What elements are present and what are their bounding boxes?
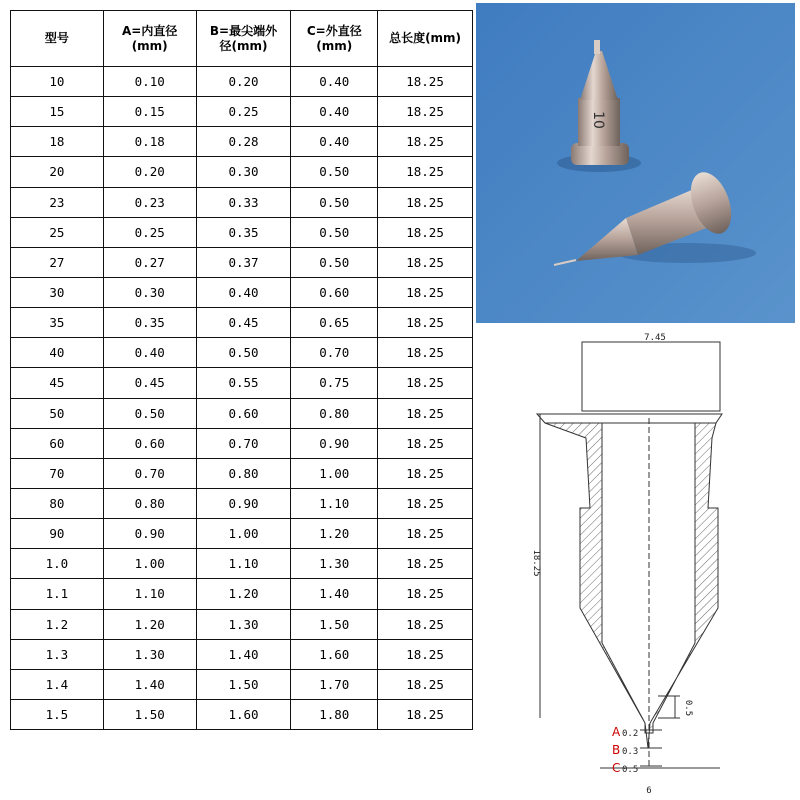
column-header-text: B=最尖端外 径(mm) <box>209 23 278 53</box>
table-cell: 25 <box>11 217 104 247</box>
table-row <box>11 579 473 609</box>
table-cell: 0.33 <box>196 187 291 217</box>
table-cell: 18.25 <box>378 187 473 217</box>
table-cell: 0.28 <box>196 127 291 157</box>
table-cell: 0.80 <box>196 458 291 488</box>
table-cell: 1.20 <box>103 609 196 639</box>
table-row <box>11 308 473 338</box>
table-cell: 1.70 <box>291 669 378 699</box>
table-cell: 1.00 <box>196 519 291 549</box>
table-cell: 0.70 <box>291 338 378 368</box>
table-cell: 18.25 <box>378 308 473 338</box>
dimension-value-b: 0.3 <box>622 747 639 757</box>
table-cell: 18.25 <box>378 368 473 398</box>
table-cell: 1.40 <box>196 639 291 669</box>
header-row <box>11 11 473 67</box>
column-header-text: A=内直径 (mm) <box>122 23 178 53</box>
table-cell: 0.30 <box>196 157 291 187</box>
table-cell: 1.40 <box>291 579 378 609</box>
table-cell: 0.50 <box>291 157 378 187</box>
table-cell: 0.50 <box>291 247 378 277</box>
table-cell: 18.25 <box>378 549 473 579</box>
table-row <box>11 157 473 187</box>
table-row <box>11 127 473 157</box>
table-cell: 10 <box>11 67 104 97</box>
column-header <box>378 11 473 67</box>
technical-drawing <box>490 328 795 798</box>
table-cell: 1.30 <box>291 549 378 579</box>
table-cell: 1.80 <box>291 699 378 729</box>
flange <box>537 414 722 423</box>
table-cell: 0.25 <box>103 217 196 247</box>
table-cell: 0.40 <box>103 338 196 368</box>
table-cell: 0.50 <box>291 187 378 217</box>
table-cell: 1.20 <box>291 519 378 549</box>
table-row <box>11 217 473 247</box>
table-row <box>11 428 473 458</box>
table-row <box>11 458 473 488</box>
table-cell: 1.5 <box>11 699 104 729</box>
table-cell: 18.25 <box>378 669 473 699</box>
table-cell: 1.4 <box>11 669 104 699</box>
table-cell: 18.25 <box>378 639 473 669</box>
table-cell: 0.40 <box>291 97 378 127</box>
table-cell: 0.35 <box>196 217 291 247</box>
table-cell: 18.25 <box>378 458 473 488</box>
table-cell: 18.25 <box>378 398 473 428</box>
table-cell: 1.10 <box>103 579 196 609</box>
table-cell: 18.25 <box>378 699 473 729</box>
table-cell: 1.50 <box>103 699 196 729</box>
table-cell: 1.00 <box>103 549 196 579</box>
table-cell: 0.55 <box>196 368 291 398</box>
table-cell: 35 <box>11 308 104 338</box>
table-cell: 18.25 <box>378 428 473 458</box>
dimension-letter-b: B <box>612 743 621 757</box>
column-header <box>291 11 378 67</box>
column-header <box>103 11 196 67</box>
table-cell: 20 <box>11 157 104 187</box>
table-cell: 0.50 <box>291 217 378 247</box>
table-cell: 1.3 <box>11 639 104 669</box>
table-cell: 0.60 <box>103 428 196 458</box>
column-header-text: 总长度(mm) <box>389 31 462 45</box>
table-row <box>11 97 473 127</box>
table-cell: 0.37 <box>196 247 291 277</box>
table-row <box>11 519 473 549</box>
table-cell: 1.10 <box>196 549 291 579</box>
table-cell: 0.65 <box>291 308 378 338</box>
table-cell: 18.25 <box>378 579 473 609</box>
top-width-label: 7.45 <box>644 333 666 343</box>
table-cell: 18.25 <box>378 217 473 247</box>
table-cell: 50 <box>11 398 104 428</box>
table-cell: 0.60 <box>196 398 291 428</box>
table-cell: 0.80 <box>291 398 378 428</box>
table-cell: 18.25 <box>378 277 473 307</box>
table-cell: 40 <box>11 338 104 368</box>
table-cell: 0.40 <box>291 127 378 157</box>
table-cell: 30 <box>11 277 104 307</box>
table-cell: 1.60 <box>291 639 378 669</box>
table-cell: 18.25 <box>378 338 473 368</box>
hub-top <box>582 342 720 411</box>
table-cell: 45 <box>11 368 104 398</box>
table-cell: 18.25 <box>378 157 473 187</box>
table-cell: 18.25 <box>378 67 473 97</box>
table-body <box>11 67 473 730</box>
table-cell: 18.25 <box>378 519 473 549</box>
table-cell: 60 <box>11 428 104 458</box>
table-cell: 18.25 <box>378 247 473 277</box>
table-cell: 18.25 <box>378 97 473 127</box>
table-row <box>11 669 473 699</box>
table-cell: 0.40 <box>196 277 291 307</box>
total-length-label: 18.25 <box>531 549 541 577</box>
table-cell: 1.2 <box>11 609 104 639</box>
table-cell: 0.35 <box>103 308 196 338</box>
table-row <box>11 277 473 307</box>
base-width-label: 6 <box>646 786 652 796</box>
table-cell: 0.60 <box>291 277 378 307</box>
engraving-text: 10 <box>590 111 606 129</box>
table-cell: 0.90 <box>196 488 291 518</box>
dimension-value-a: 0.2 <box>622 729 639 739</box>
table-cell: 1.10 <box>291 488 378 518</box>
table-row <box>11 67 473 97</box>
table-cell: 0.25 <box>196 97 291 127</box>
abc-labels <box>612 725 638 775</box>
table-cell: 80 <box>11 488 104 518</box>
column-header-text: C=外直径 (mm) <box>306 23 362 53</box>
table-cell: 0.45 <box>103 368 196 398</box>
product-photo <box>476 3 795 323</box>
table-cell: 1.60 <box>196 699 291 729</box>
table-row <box>11 639 473 669</box>
tip-length-label: 0.5 <box>683 699 693 717</box>
column-header <box>11 11 104 67</box>
table-cell: 15 <box>11 97 104 127</box>
column-header <box>196 11 291 67</box>
table-row <box>11 699 473 729</box>
table-cell: 0.18 <box>103 127 196 157</box>
table-cell: 0.45 <box>196 308 291 338</box>
table-cell: 1.0 <box>11 549 104 579</box>
table-row <box>11 609 473 639</box>
table-cell: 0.50 <box>196 338 291 368</box>
table-cell: 0.27 <box>103 247 196 277</box>
table-cell: 0.75 <box>291 368 378 398</box>
table-row <box>11 187 473 217</box>
table-cell: 1.20 <box>196 579 291 609</box>
table-cell: 0.20 <box>103 157 196 187</box>
column-header-text: 型号 <box>44 31 69 45</box>
table-cell: 0.10 <box>103 67 196 97</box>
table-row <box>11 368 473 398</box>
table-cell: 18.25 <box>378 488 473 518</box>
table-cell: 1.40 <box>103 669 196 699</box>
table-cell: 0.80 <box>103 488 196 518</box>
table-cell: 18 <box>11 127 104 157</box>
table-cell: 70 <box>11 458 104 488</box>
table-cell: 0.20 <box>196 67 291 97</box>
dimension-letter-a: A <box>612 725 621 739</box>
table-row <box>11 549 473 579</box>
table-cell: 0.50 <box>103 398 196 428</box>
dimension-letter-c: C <box>612 761 621 775</box>
table-cell: 1.30 <box>103 639 196 669</box>
table-row <box>11 488 473 518</box>
table-cell: 1.1 <box>11 579 104 609</box>
table-row <box>11 338 473 368</box>
table-cell: 0.70 <box>103 458 196 488</box>
table-cell: 0.90 <box>291 428 378 458</box>
table-cell: 0.23 <box>103 187 196 217</box>
table-cell: 27 <box>11 247 104 277</box>
table-row <box>11 398 473 428</box>
table-cell: 0.30 <box>103 277 196 307</box>
table-cell: 0.15 <box>103 97 196 127</box>
table-cell: 90 <box>11 519 104 549</box>
table-cell: 0.90 <box>103 519 196 549</box>
table-cell: 18.25 <box>378 609 473 639</box>
table-row <box>11 247 473 277</box>
table-cell: 1.00 <box>291 458 378 488</box>
table-cell: 1.50 <box>291 609 378 639</box>
table-cell: 1.50 <box>196 669 291 699</box>
table-cell: 0.70 <box>196 428 291 458</box>
table-cell: 0.40 <box>291 67 378 97</box>
table-cell: 1.30 <box>196 609 291 639</box>
dimension-value-c: 0.5 <box>622 765 639 775</box>
table-cell: 18.25 <box>378 127 473 157</box>
table-cell: 23 <box>11 187 104 217</box>
spec-table <box>10 10 473 730</box>
